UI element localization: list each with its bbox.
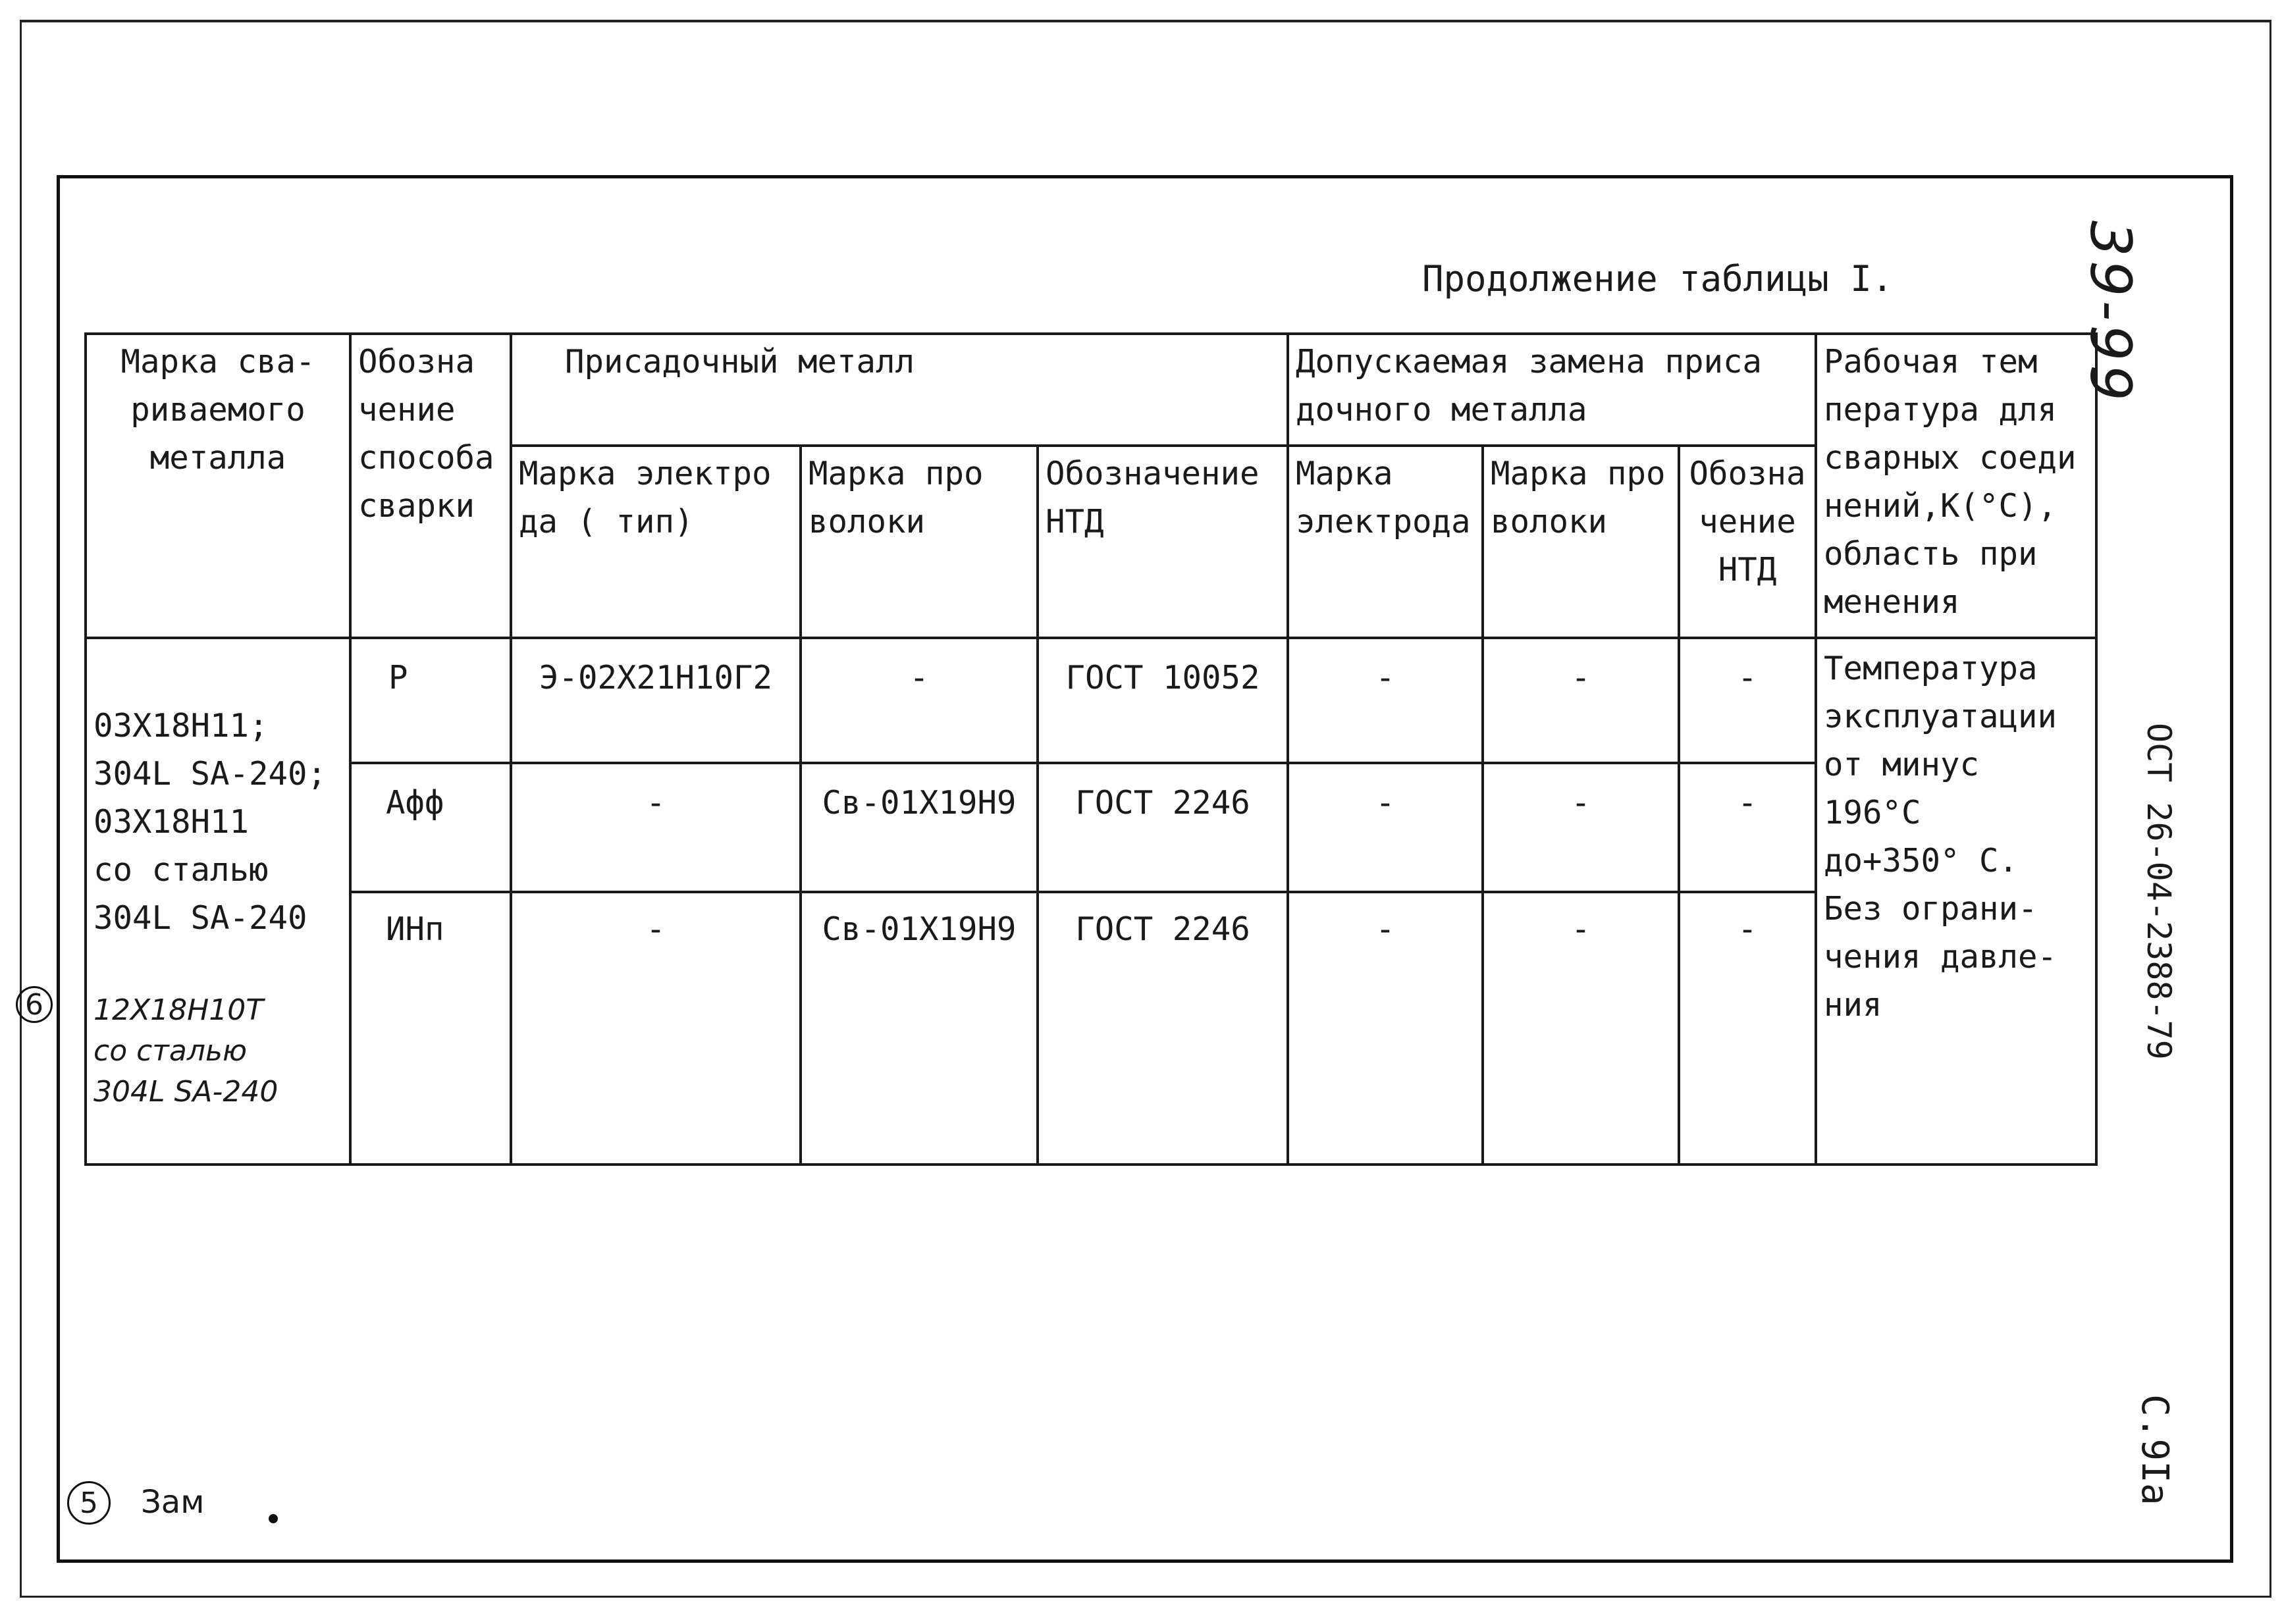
table-row: Афф — [350, 763, 511, 891]
table-cell: - — [1483, 892, 1679, 1165]
page-label: С.9Iа — [2133, 1394, 2176, 1506]
header-filler-electrode: Марка электро да ( тип) — [511, 446, 801, 638]
filler-metal-table — [84, 332, 2098, 1166]
table-row: ИНп — [350, 892, 511, 1165]
table-cell: - — [1288, 638, 1483, 763]
table-cell: Э-02Х21Н10Г2 — [511, 638, 801, 763]
header-working-temperature: Рабочая тем пература для сварных соеди нений,К(°С), область при менения — [1816, 334, 2096, 638]
header-substitute-filler: Допускаемая замена приса дочного металла — [1288, 334, 1816, 446]
welded-metal-handwritten-addition: 12Х18Н10Т со сталью 304L SA-240 — [93, 993, 279, 1109]
working-temperature-cell: Температура эксплуатации от минус 196°С до+350° С. Без ограни- чения давле- ния — [1816, 638, 2096, 1165]
handwritten-page-number: 39-99 — [2077, 221, 2143, 405]
table-cell: ГОСТ 2246 — [1038, 763, 1288, 891]
header-filler-wire: Марка про волоки — [801, 446, 1038, 638]
ink-dot — [269, 1514, 278, 1523]
table-cell: - — [511, 763, 801, 891]
table-cell: ГОСТ 2246 — [1038, 892, 1288, 1165]
table-cell: - — [1679, 638, 1816, 763]
header-sub-ntd: Обозна чение НТД — [1679, 446, 1816, 638]
table-cell: - — [801, 638, 1038, 763]
revision-mark-6: 6 — [16, 986, 53, 1023]
welded-metal-text: 03Х18Н11; 304L SA-240; 03Х18Н11 со сталью 304L SA-240 — [93, 707, 327, 937]
table-cell: - — [1288, 892, 1483, 1165]
table-cell: ГОСТ 10052 — [1038, 638, 1288, 763]
zam-label: Зам — [141, 1484, 205, 1521]
header-sub-electrode: Марка электрода — [1288, 446, 1483, 638]
document-code: ОСТ 26-04-2388-79 — [2140, 723, 2178, 1060]
table-cell: - — [1483, 763, 1679, 891]
table-cell: - — [1679, 763, 1816, 891]
table-cell: Св-01Х19Н9 — [801, 892, 1038, 1165]
revision-mark-5: 5 — [67, 1481, 111, 1525]
table-continuation-title: Продолжение таблицы I. — [1422, 258, 1894, 300]
welded-metal-cell — [86, 638, 350, 1165]
header-welded-metal: Марка сва- риваемого металла — [86, 334, 350, 638]
header-filler-ntd: Обозначение НТД — [1038, 446, 1288, 638]
table-cell: - — [1288, 763, 1483, 891]
table-cell: - — [1483, 638, 1679, 763]
table-cell: - — [511, 892, 801, 1165]
table-cell: - — [1679, 892, 1816, 1165]
table-cell: Св-01Х19Н9 — [801, 763, 1038, 891]
header-welding-method: Обозна чение способа сварки — [350, 334, 511, 638]
header-sub-wire: Марка про волоки — [1483, 446, 1679, 638]
header-filler-metal: Присадочный металл — [511, 334, 1288, 446]
table-row: Р — [350, 638, 511, 763]
